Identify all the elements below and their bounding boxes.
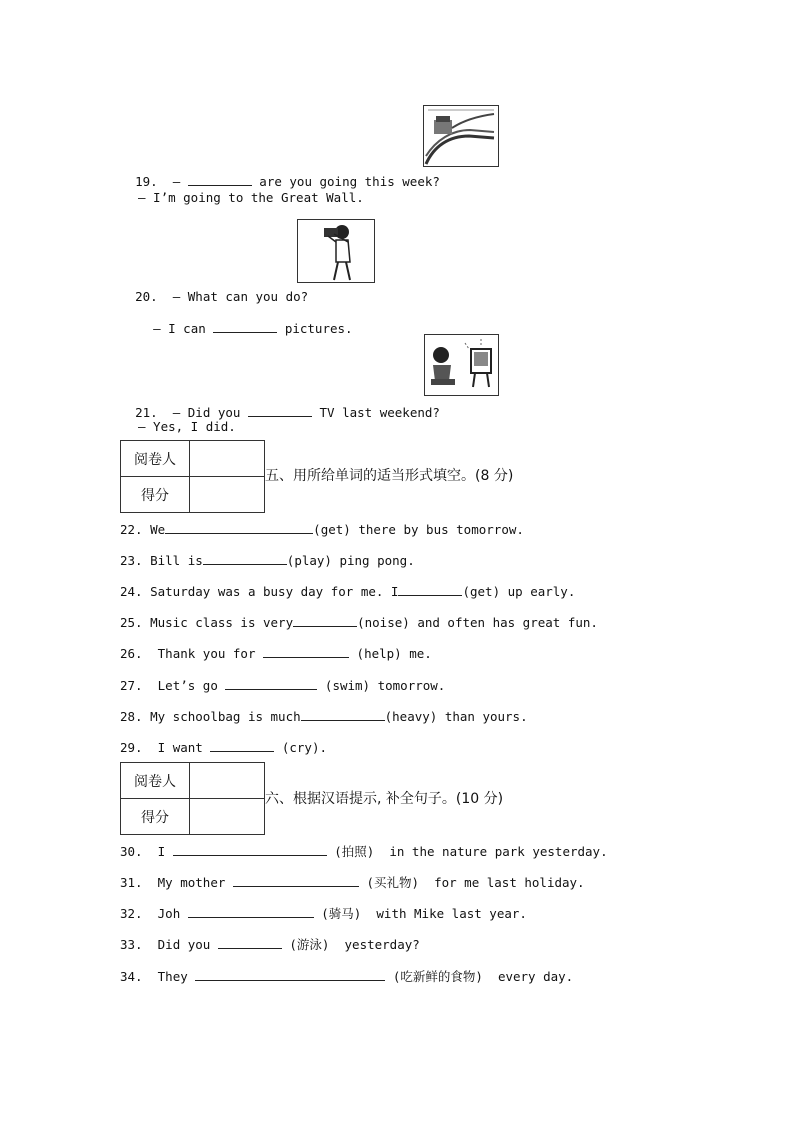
score-label: 得分: [121, 477, 190, 513]
score-cell: [190, 477, 265, 513]
score-label: 得分: [121, 799, 190, 835]
answer-blank[interactable]: [203, 552, 287, 565]
answer-blank[interactable]: [248, 404, 312, 417]
question-27: 27. Let’s go (swim) tomorrow.: [120, 678, 446, 693]
reviewer-label: 阅卷人: [121, 441, 190, 477]
answer-blank[interactable]: [213, 320, 277, 333]
answer-blank[interactable]: [301, 708, 385, 721]
answer-blank[interactable]: [233, 874, 359, 887]
question-32: 32. Joh (骑马) with Mike last year.: [120, 906, 527, 921]
question-25: 25. Music class is very (noise) and often has great fun.: [120, 615, 598, 630]
score-table-section-5: [120, 440, 265, 513]
question-30: 30. I (拍照) in the nature park yesterday.: [120, 844, 608, 859]
reviewer-cell: [190, 763, 265, 799]
answer-blank[interactable]: [225, 677, 317, 690]
question-24: 24. Saturday was a busy day for me. I (get) up early.: [120, 584, 576, 599]
question-23: 23. Bill is (play) ping pong.: [120, 553, 415, 568]
question-19: 19. — are you going this week?: [135, 174, 440, 189]
question-number: 21.: [135, 405, 158, 420]
question-28: 28. My schoolbag is much (heavy) than yours.: [120, 709, 528, 724]
answer-blank[interactable]: [263, 645, 349, 658]
section-6-title: 六、根据汉语提示, 补全句子。(10 分): [265, 791, 504, 807]
answer-21: — Yes, I did.: [138, 419, 236, 434]
question-34: 34. They (吃新鲜的食物) every day.: [120, 969, 574, 984]
answer-blank[interactable]: [218, 936, 282, 949]
question-22: 22. We (get) there by bus tomorrow.: [120, 522, 524, 537]
question-number: 19.: [135, 174, 158, 189]
answer-blank[interactable]: [398, 583, 462, 596]
question-29: 29. I want (cry).: [120, 740, 328, 755]
answer-blank[interactable]: [210, 739, 274, 752]
score-table-section-6: [120, 762, 265, 835]
reviewer-label: 阅卷人: [121, 763, 190, 799]
section-5-title: 五、用所给单词的适当形式填空。(8 分): [265, 468, 514, 484]
answer-blank[interactable]: [188, 905, 314, 918]
question-26: 26. Thank you for (help) me.: [120, 646, 432, 661]
answer-blank[interactable]: [165, 521, 313, 534]
answer-blank[interactable]: [195, 968, 385, 981]
answer-19: — I’m going to the Great Wall.: [138, 190, 364, 205]
answer-20: — I can pictures.: [153, 321, 353, 336]
question-20: 20. — What can you do?: [135, 289, 309, 304]
watching-tv-picture: [424, 334, 499, 396]
question-33: 33. Did you (游泳) yesterday?: [120, 937, 420, 952]
answer-blank[interactable]: [188, 173, 252, 186]
question-31: 31. My mother (买礼物) for me last holiday.: [120, 875, 585, 890]
question-number: 20.: [135, 289, 158, 304]
answer-blank[interactable]: [173, 843, 327, 856]
score-cell: [190, 799, 265, 835]
question-21: 21. — Did you TV last weekend?: [135, 405, 440, 420]
answer-blank[interactable]: [293, 614, 357, 627]
reviewer-cell: [190, 441, 265, 477]
camera-person-picture: [297, 219, 375, 283]
